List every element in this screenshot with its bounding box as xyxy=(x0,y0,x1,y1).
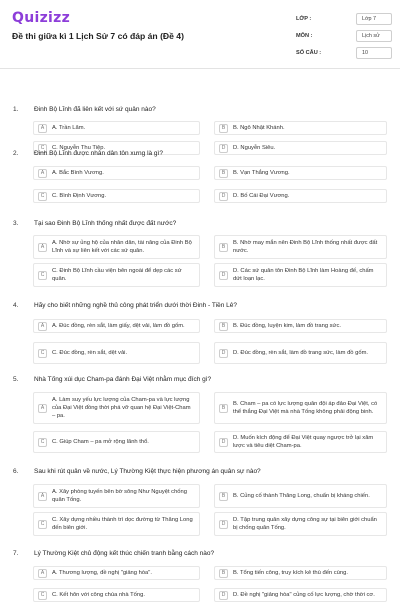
class-label: LỚP : xyxy=(296,16,312,22)
option-letter: C xyxy=(38,438,47,447)
option-text: B. Tổng tiến công, truy kích kẻ thù đến cùng. xyxy=(233,570,348,576)
option-text: A. Đúc đồng, rèn sắt, làm giấy, dệt vải, làm đồ gốm. xyxy=(52,323,185,329)
option-d[interactable] xyxy=(214,431,387,453)
option-letter: C xyxy=(38,271,47,280)
option-text: D. Đúc đồng, rèn sắt, làm đồ trang sức, làm đồ gốm. xyxy=(233,350,369,356)
option-letter: C xyxy=(38,520,47,529)
meta-row-subject xyxy=(296,28,392,44)
option-text: A. Trần Lãm. xyxy=(52,125,86,131)
subject-label: MÔN : xyxy=(296,33,313,39)
question-number: 1. xyxy=(13,106,19,113)
option-letter: A xyxy=(38,322,47,331)
option-letter: D xyxy=(219,271,228,280)
option-a[interactable] xyxy=(33,235,200,259)
option-b[interactable] xyxy=(214,566,387,580)
worksheet-header xyxy=(0,0,400,69)
option-text: D. Tập trung quân xây dựng công sự tại biên giới chuẩn bị chống quân Tống. xyxy=(233,517,377,531)
option-letter: B xyxy=(219,322,228,331)
class-value: Lớp 7 xyxy=(356,13,392,25)
option-text: A. Thương lượng, đề nghị "giảng hòa". xyxy=(52,570,152,576)
option-letter: D xyxy=(219,591,228,600)
option-text: B. Cham – pa có lực lượng quân đội áp đảo Đại Việt, có thể thắng Đại Việt mà nhà Tống không phải động binh. xyxy=(233,401,378,415)
option-text: B. Ngô Nhật Khánh. xyxy=(233,125,285,131)
option-text: A. Bắc Bình Vương. xyxy=(52,170,104,176)
option-letter: B xyxy=(219,169,228,178)
option-a[interactable] xyxy=(33,484,200,508)
option-text: C. Kết hôn với công chúa nhà Tống. xyxy=(52,592,145,598)
option-text: C. Nguyễn Thu Tiệp. xyxy=(52,145,106,151)
option-letter: B xyxy=(219,243,228,252)
option-letter: A xyxy=(38,569,47,578)
quizizz-logo: Quizizz xyxy=(12,10,71,26)
option-b[interactable] xyxy=(214,121,387,135)
option-letter: D xyxy=(219,192,228,201)
option-a[interactable] xyxy=(33,392,200,424)
option-letter: C xyxy=(38,591,47,600)
option-letter: B xyxy=(219,124,228,133)
option-c[interactable] xyxy=(33,512,200,536)
option-d[interactable] xyxy=(214,342,387,364)
question-number: 3. xyxy=(13,220,19,227)
option-d[interactable] xyxy=(214,512,387,536)
option-b[interactable] xyxy=(214,484,387,508)
question-text: Hãy cho biết những nghề thủ công phát triển dưới thời Đinh - Tiền Lê? xyxy=(34,302,237,309)
option-text: A. Nhờ sự ủng hộ của nhân dân, tài năng của Đinh Bộ Lĩnh và sự liên kết với các sứ quân. xyxy=(52,240,192,254)
option-letter: A xyxy=(38,124,47,133)
option-a[interactable] xyxy=(33,566,200,580)
option-letter: A xyxy=(38,243,47,252)
question-text: Lý Thường Kiệt chủ động kết thúc chiến tranh bằng cách nào? xyxy=(34,550,215,557)
meta-row-count xyxy=(296,45,392,61)
question-number: 6. xyxy=(13,468,19,475)
option-letter: A xyxy=(38,169,47,178)
option-letter: D xyxy=(219,349,228,358)
option-letter: C xyxy=(38,144,47,153)
question-number: 5. xyxy=(13,376,19,383)
option-a[interactable] xyxy=(33,166,200,180)
option-letter: B xyxy=(219,492,228,501)
option-b[interactable] xyxy=(214,235,387,259)
option-letter: C xyxy=(38,349,47,358)
option-letter: B xyxy=(219,404,228,413)
question-number: 7. xyxy=(13,550,19,557)
subject-value: Lịch sử xyxy=(356,30,392,42)
question-text: Đinh Bộ Lĩnh được nhân dân tôn xưng là gì? xyxy=(34,150,163,157)
option-text: D. Bố Cái Đại Vương. xyxy=(233,193,290,199)
option-letter: A xyxy=(38,404,47,413)
option-letter: C xyxy=(38,192,47,201)
option-text: A. Làm suy yếu lực lượng của Cham-pa và lực lượng của Đại Việt đồng thời phá vỡ quan hệ Đại Việt-Cham – pa. xyxy=(52,397,191,419)
option-text: B. Vạn Thắng Vương. xyxy=(233,170,290,176)
option-b[interactable] xyxy=(214,166,387,180)
option-letter: D xyxy=(219,144,228,153)
option-text: C. Đinh Bộ Lĩnh cầu viện bên ngoài để dẹp các sứ quân. xyxy=(52,268,182,282)
worksheet-title: Đề thi giữa kì 1 Lịch Sử 7 có đáp án (Đề 4) xyxy=(12,31,184,41)
meta-row-class xyxy=(296,11,392,27)
option-b[interactable] xyxy=(214,319,387,333)
option-a[interactable] xyxy=(33,121,200,135)
option-letter: B xyxy=(219,569,228,578)
option-text: A. Xây phòng tuyến bên bờ sông Như Nguyệt chống quân Tống. xyxy=(52,489,187,503)
option-letter: D xyxy=(219,438,228,447)
option-text: D. Các sứ quân tôn Đinh Bộ Lĩnh làm Hoàng đế, chấm dứt loạn lạc. xyxy=(233,268,374,282)
question-text: Sau khi rút quân về nước, Lý Thường Kiệt thực hiện phương án quân sự nào? xyxy=(34,468,261,475)
question-number: 2. xyxy=(13,150,19,157)
option-c[interactable] xyxy=(33,431,200,453)
option-c[interactable] xyxy=(33,263,200,287)
option-b[interactable] xyxy=(214,392,387,424)
option-text: C. Bình Định Vương. xyxy=(52,193,107,199)
option-text: C. Giúp Cham – pa mở rộng lãnh thổ. xyxy=(52,439,149,445)
option-letter: A xyxy=(38,492,47,501)
question-text: Nhà Tống xúi dục Cham-pa đánh Đại Việt nhằm mục đích gì? xyxy=(34,376,212,383)
option-c[interactable] xyxy=(33,342,200,364)
option-text: C. Đúc đồng, rèn sắt, dệt vải. xyxy=(52,350,128,356)
question-count-value: 10 xyxy=(356,47,392,59)
option-text: B. Nhờ may mắn nên Đinh Bộ Lĩnh thống nhất được đất nước. xyxy=(233,240,378,254)
question-count-label: SỐ CÂU : xyxy=(296,50,322,56)
option-d[interactable] xyxy=(214,263,387,287)
option-text: B. Củng cố thành Thăng Long, chuẩn bị kháng chiến. xyxy=(233,493,370,499)
option-text: C. Xây dựng nhiều thành trì dọc đường từ Thăng Long đến biên giới. xyxy=(52,517,193,531)
question-number: 4. xyxy=(13,302,19,309)
option-letter: D xyxy=(219,520,228,529)
option-text: D. Đề nghị "giảng hòa" củng cố lực lượng, chờ thời cơ. xyxy=(233,592,375,598)
option-text: B. Đúc đồng, luyện kim, làm đồ trang sức. xyxy=(233,323,341,329)
option-c[interactable] xyxy=(33,189,200,203)
question-text: Đinh Bộ Lĩnh đã liên kết với sứ quân nào? xyxy=(34,106,156,113)
option-text: D. Muốn kích động để Đại Việt quay ngược trở lại xâm lược và tiêu diệt Cham-pa. xyxy=(233,435,374,449)
option-d[interactable] xyxy=(214,189,387,203)
worksheet-meta xyxy=(296,11,392,62)
option-a[interactable] xyxy=(33,319,200,333)
question-text: Tại sao Đinh Bộ Lĩnh thống nhất được đất nước? xyxy=(34,220,177,227)
option-text: D. Nguyễn Siêu. xyxy=(233,145,276,151)
